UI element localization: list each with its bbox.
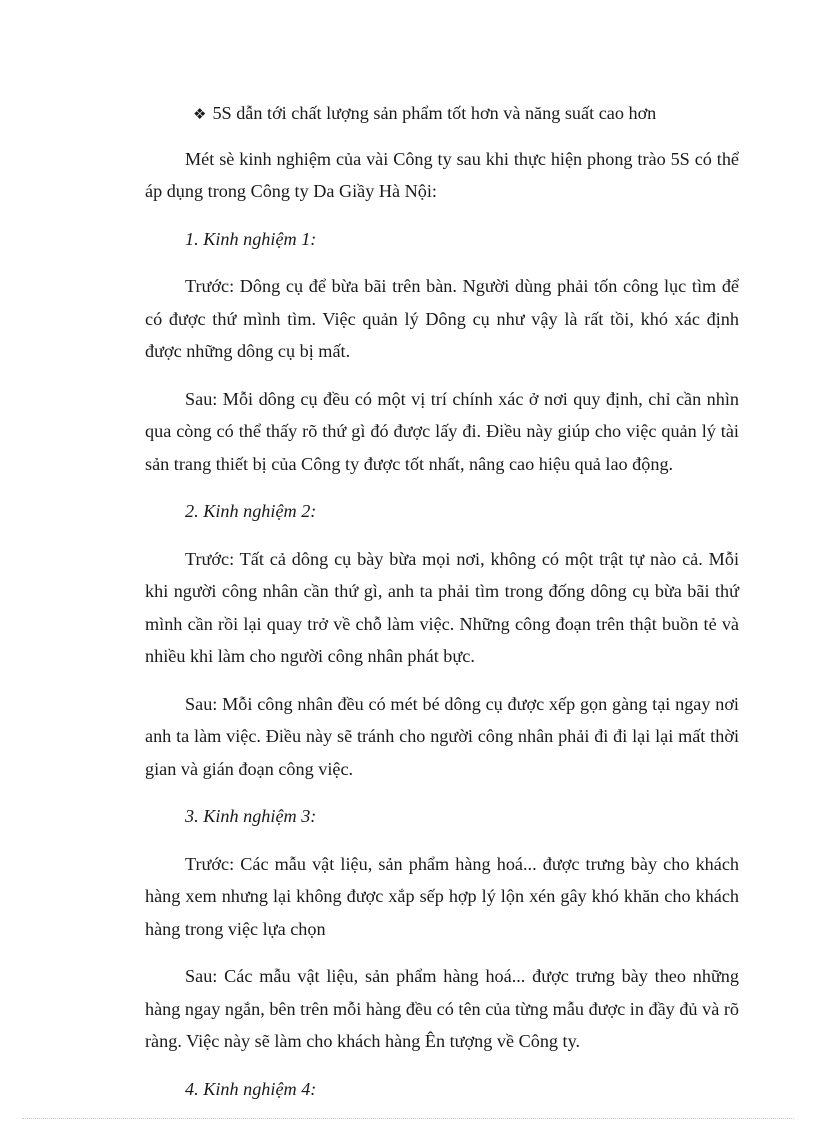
experience-2-before: Trước: Tất cả dông cụ bày bừa mọi nơi, không có một trật tự nào cả. Mỗi khi người công nhân cần thứ gì, anh ta phải tìm trong đống dông cụ bừa bãi thứ mình cần rồi lại quay trở về chỗ làm việc. Những công đoạn trên thật buồn tẻ và nhiều khi làm cho người công nhân phát bực. [145, 548, 739, 666]
four-diamond-bullet-icon: ❖ [193, 105, 207, 123]
page-bottom-divider [22, 1118, 794, 1119]
experience-3-after: Sau: Các mẫu vật liệu, sản phẩm hàng hoá... được trưng bày theo những hàng ngay ngắn, bên trên mỗi hàng đều có tên của từng mẫu được in đầy đủ và rõ ràng. Việc này sẽ làm cho khách hàng Ên tượng về Công ty. [145, 966, 739, 1051]
intro-paragraph: Mét sè kinh nghiệm của vài Công ty sau khi thực hiện phong trào 5S có thể áp dụng trong Công ty Da Giầy Hà Nội: [145, 148, 739, 201]
experience-3-title: 3. Kinh nghiệm 3: [185, 806, 317, 826]
experience-3-before: Trước: Các mẫu vật liệu, sản phẩm hàng hoá... được trưng bày cho khách hàng xem nhưng lại không được xắp sếp hợp lý lộn xén gây khó khăn cho khách hàng trong việc lựa chọn [145, 853, 739, 939]
experience-2-title: 2. Kinh nghiệm 2: [185, 501, 317, 521]
experience-4-title: 4. Kinh nghiệm 4: [185, 1078, 317, 1099]
experience-1-before: Trước: Dông cụ để bừa bãi trên bàn. Người dùng phải tốn công lục tìm để có được thứ mình tìm. Việc quản lý Dông cụ như vậy là rất tồi, khó xác định được những dông cụ bị mất. [145, 276, 739, 361]
section-heading [145, 97, 739, 131]
experience-1-after: Sau: Mỗi dông cụ đều có một vị trí chính xác ở nơi quy định, chỉ cần nhìn qua còng có thể thấy rõ thứ gì đó được lấy đi. Điều này giúp cho việc quản lý tài sản trang thiết bị của Công ty được tốt nhất, nâng cao hiệu quả lao động. [145, 388, 739, 474]
experience-2-after: Sau: Mỗi công nhân đều có mét bé dông cụ được xếp gọn gàng tại ngay nơi anh ta làm việc. Điều này sẽ tránh cho người công nhân phải đi đi lại lại mất thời gian và gián đoạn công việc. [145, 693, 739, 779]
experience-1-title: 1. Kinh nghiệm 1: [185, 228, 317, 249]
section-heading-text: 5S dẫn tới chất lượng sản phẩm tốt hơn và năng suất cao hơn [212, 103, 657, 123]
page-body [145, 97, 739, 1120]
